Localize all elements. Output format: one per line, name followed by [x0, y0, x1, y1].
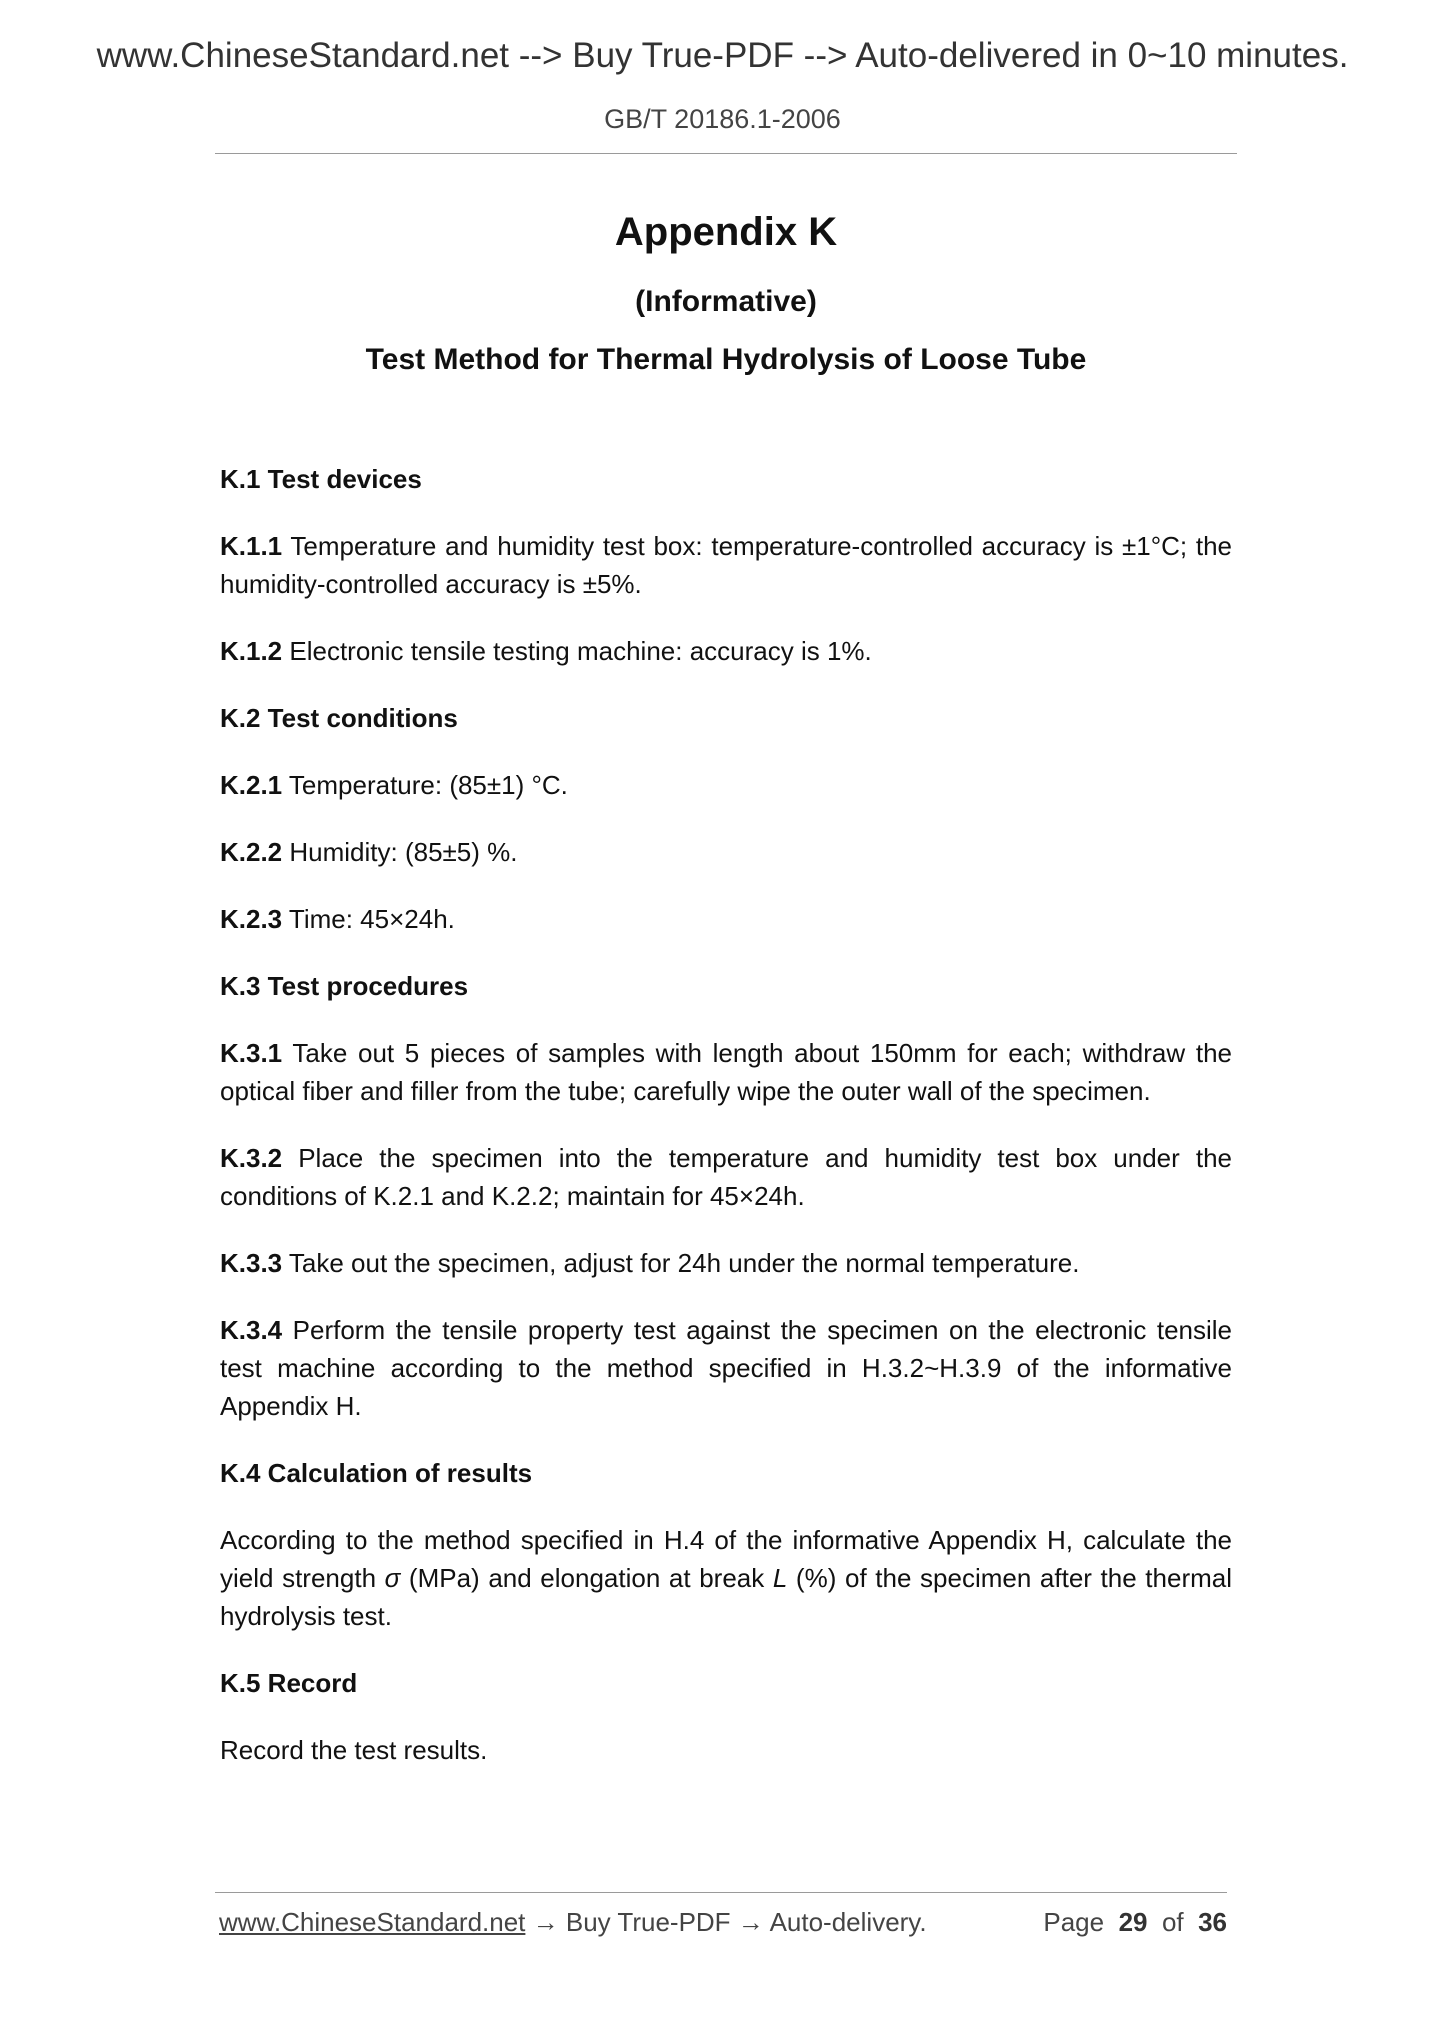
clause-text: Perform the tensile property test against the specimen on the electronic tensile test machine according to the method specified in H.3.2~H.3.9 of the informative Appendix H.	[220, 1315, 1232, 1421]
symbol-l: L	[772, 1563, 788, 1593]
clause-text: Take out 5 pieces of samples with length about 150mm for each; withdraw the optical fiber and filler from the tube; carefully wipe the outer wall of the specimen.	[220, 1038, 1232, 1106]
clause-text: According to the method specified in H.4 of the informative Appendix H, calculate the yield strength	[220, 1525, 1232, 1593]
clause-text: Humidity: (85±5) %.	[282, 837, 518, 867]
footer-promo-text: → Buy True-PDF → Auto-delivery.	[525, 1907, 927, 1937]
clause-k4-text	[220, 1521, 1232, 1635]
clause-number: K.2.2	[220, 837, 283, 867]
clause-k3-1	[220, 1034, 1232, 1110]
clause-number: K.1.1	[220, 531, 283, 561]
clause-text: Place the specimen into the temperature and humidity test box under the conditions of K.2.1 and K.2.2; maintain for 45×24h.	[220, 1143, 1232, 1211]
clause-number: K.2.3	[220, 904, 283, 934]
standard-code: GB/T 20186.1-2006	[604, 104, 841, 134]
section-heading-k2: K.2 Test conditions	[220, 703, 458, 733]
appendix-title: Appendix K	[614, 210, 838, 254]
clause-k2-1	[220, 766, 1232, 804]
clause-text: (MPa) and elongation at break	[400, 1563, 773, 1593]
appendix-subtitle: Test Method for Thermal Hydrolysis of Loose Tube	[365, 343, 1087, 376]
symbol-sigma: σ	[384, 1563, 401, 1593]
clause-number: K.1.2	[220, 636, 283, 666]
clause-number: K.3.3	[220, 1248, 283, 1278]
footer-site-link[interactable]: www.ChineseStandard.net	[219, 1907, 526, 1937]
clause-text: Take out the specimen, adjust for 24h under the normal temperature.	[282, 1248, 1080, 1278]
page-indicator	[1043, 1907, 1227, 1938]
clause-k1-1	[220, 527, 1232, 603]
document-body	[220, 460, 1232, 1798]
clause-number: K.3.2	[220, 1143, 283, 1173]
clause-k5-text: Record the test results.	[220, 1735, 488, 1765]
section-heading-k4: K.4 Calculation of results	[220, 1458, 533, 1488]
clause-k3-2	[220, 1139, 1232, 1215]
clause-k3-3	[220, 1244, 1232, 1282]
clause-number: K.3.1	[220, 1038, 283, 1068]
clause-text: Temperature: (85±1) °C.	[282, 770, 568, 800]
footer-divider	[215, 1892, 1227, 1893]
clause-text: Time: 45×24h.	[282, 904, 455, 934]
clause-text: Electronic tensile testing machine: accuracy is 1%.	[282, 636, 872, 666]
clause-k1-2	[220, 632, 1232, 670]
section-heading-k1: K.1 Test devices	[220, 464, 422, 494]
section-heading-k3: K.3 Test procedures	[220, 971, 469, 1001]
clause-text: Temperature and humidity test box: temperature-controlled accuracy is ±1°C; the humidity-controlled accuracy is ±5%.	[220, 531, 1232, 599]
clause-number: K.3.4	[220, 1315, 283, 1345]
section-heading-k5: K.5 Record	[220, 1668, 358, 1698]
site-banner: www.ChineseStandard.net --> Buy True-PDF --> Auto-delivered in 0~10 minutes.	[96, 36, 1349, 75]
clause-text: (%) of the specimen after the thermal hydrolysis test.	[220, 1563, 1232, 1631]
clause-k2-3	[220, 900, 1232, 938]
appendix-type: (Informative)	[635, 285, 817, 318]
clause-number: K.2.1	[220, 770, 283, 800]
clause-k3-4	[220, 1311, 1232, 1425]
page-current: 29	[1118, 1907, 1148, 1937]
footer-promo	[219, 1907, 927, 1938]
of-label: of	[1161, 1907, 1184, 1937]
page-total: 36	[1198, 1907, 1227, 1937]
header-divider	[215, 153, 1237, 154]
page-label: Page	[1043, 1907, 1105, 1937]
clause-k2-2	[220, 833, 1232, 871]
